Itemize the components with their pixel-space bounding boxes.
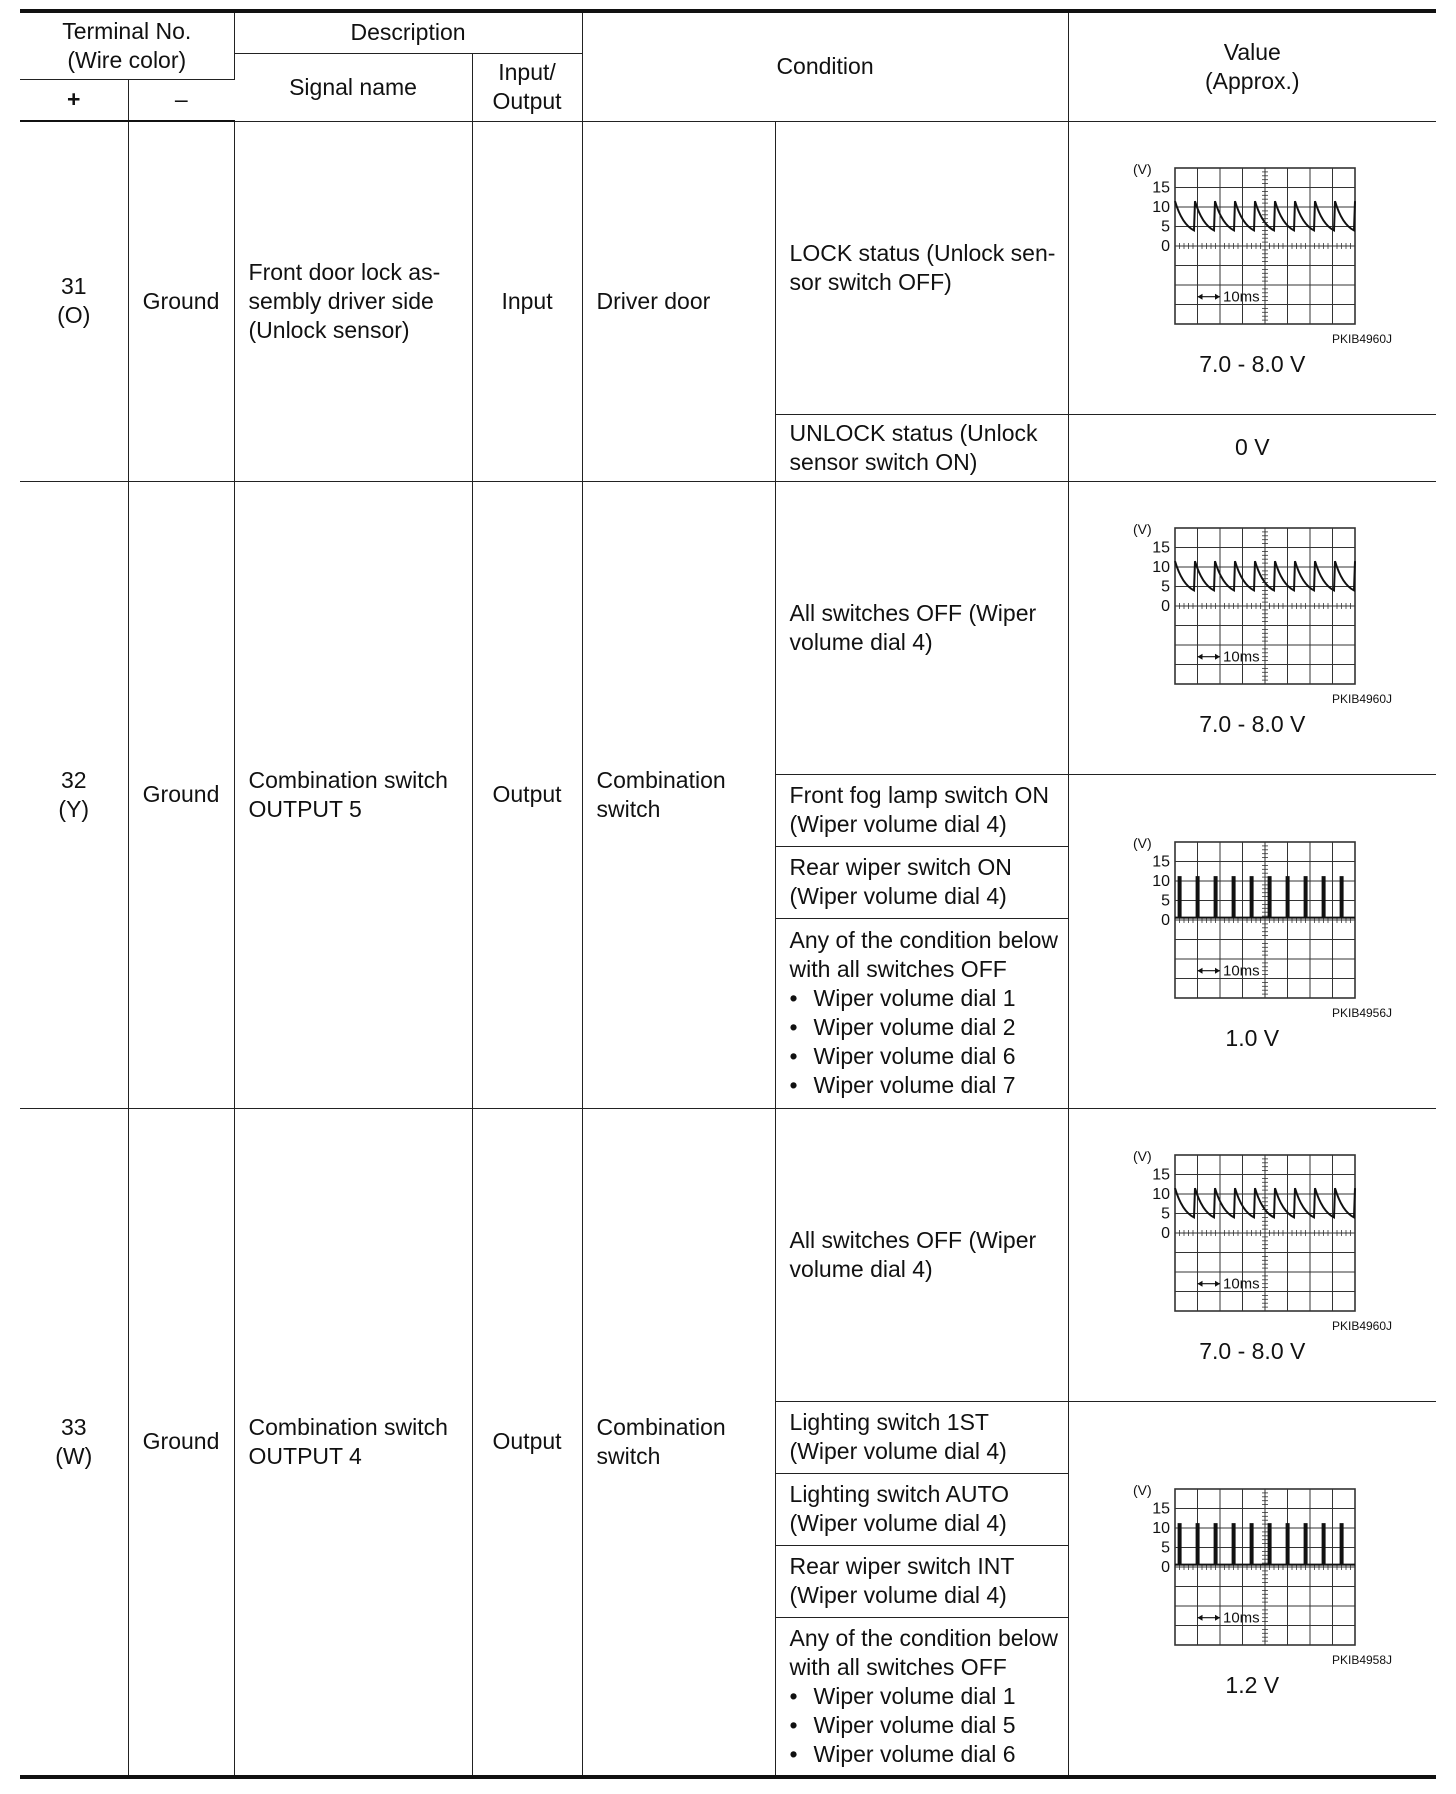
- condition-text: Any of the condition below with all switches OFF: [789, 927, 1059, 982]
- axis-unit-label: (V): [1133, 1481, 1152, 1498]
- condition-group: Combination switch: [582, 481, 775, 1108]
- axis-tick-label: 15: [1152, 853, 1171, 870]
- time-scale-label: 10ms: [1223, 648, 1260, 666]
- axis-tick-label: 10: [1152, 1519, 1171, 1537]
- header-value: Value (Approx.): [1068, 11, 1436, 121]
- header-condition: Condition: [582, 11, 1068, 121]
- time-scale-label: 10ms: [1223, 1609, 1260, 1627]
- value-text: 0 V: [1068, 414, 1436, 481]
- condition-list: [790, 1682, 1062, 1769]
- terminal-number: 33 (W): [20, 1108, 128, 1777]
- waveform-chart: [1073, 516, 1433, 694]
- scope-grid: [1175, 1489, 1355, 1645]
- table-row: [20, 481, 1436, 774]
- condition: Lighting switch 1ST (Wiper volume dial 4): [775, 1401, 1068, 1473]
- condition: LOCK status (Unlock sen-sor switch OFF): [775, 121, 1068, 414]
- value-text: 7.0 - 8.0 V: [1199, 711, 1306, 737]
- list-item: • Wiper volume dial 1: [790, 1682, 1062, 1711]
- header-signal-name: Signal name: [234, 53, 472, 121]
- figure-code: PKIB4960J: [1331, 692, 1393, 706]
- value-cell: [1068, 1108, 1436, 1401]
- condition: All switches OFF (Wiper volume dial 4): [775, 481, 1068, 774]
- input-output: Output: [472, 481, 582, 1108]
- value-cell: [1068, 481, 1436, 774]
- input-output: Input: [472, 121, 582, 481]
- condition: Rear wiper switch ON (Wiper volume dial 4): [775, 846, 1068, 918]
- axis-tick-label: 15: [1152, 1500, 1171, 1518]
- value-cell: [1068, 774, 1436, 1108]
- axis-tick-label: 5: [1161, 892, 1171, 909]
- header-description: Description: [234, 11, 582, 53]
- waveform-svg: [1127, 1143, 1377, 1321]
- waveform-chart: [1073, 830, 1433, 1008]
- list-item: • Wiper volume dial 5: [790, 1711, 1062, 1740]
- terminal-minus: Ground: [128, 121, 234, 481]
- terminal-number: 32 (Y): [20, 481, 128, 1108]
- scope-grid: [1175, 528, 1355, 684]
- value-text: 7.0 - 8.0 V: [1199, 351, 1306, 377]
- axis-tick-label: 0: [1161, 1225, 1171, 1242]
- condition: [775, 1617, 1068, 1777]
- header-terminal: Terminal No. (Wire color): [20, 11, 234, 79]
- condition: Front fog lamp switch ON (Wiper volume dial 4): [775, 774, 1068, 846]
- condition: All switches OFF (Wiper volume dial 4): [775, 1108, 1068, 1401]
- signal-name: Combination switch OUTPUT 5: [234, 481, 472, 1108]
- condition: Lighting switch AUTO (Wiper volume dial 4): [775, 1473, 1068, 1545]
- axis-tick-label: 10: [1152, 199, 1171, 216]
- axis-tick-label: 15: [1152, 539, 1171, 557]
- figure-code: PKIB4958J: [1331, 1652, 1393, 1667]
- figure-code: PKIB4960J: [1331, 1319, 1393, 1333]
- axis-unit-label: (V): [1133, 834, 1152, 851]
- list-item: • Wiper volume dial 1: [790, 984, 1062, 1013]
- condition-group: Combination switch: [582, 1108, 775, 1777]
- axis-unit-label: (V): [1133, 1148, 1152, 1164]
- condition: [775, 918, 1068, 1108]
- signal-name: Combination switch OUTPUT 4: [234, 1108, 472, 1777]
- axis-unit-label: (V): [1133, 161, 1152, 177]
- axis-tick-label: 15: [1152, 179, 1171, 197]
- value-cell: [1068, 1401, 1436, 1777]
- value-text: 7.0 - 8.0 V: [1199, 1338, 1306, 1364]
- waveform-chart: [1073, 156, 1433, 334]
- condition: Rear wiper switch INT (Wiper volume dial 4): [775, 1545, 1068, 1617]
- header-minus: –: [128, 79, 234, 121]
- terminal-number: 31 (O): [20, 121, 128, 481]
- condition-list: [790, 984, 1062, 1100]
- axis-tick-label: 15: [1152, 1166, 1171, 1184]
- list-item: • Wiper volume dial 6: [790, 1042, 1062, 1071]
- axis-tick-label: 0: [1161, 238, 1171, 255]
- waveform-svg: [1127, 1477, 1377, 1655]
- table-row: [20, 1108, 1436, 1401]
- terminal-minus: Ground: [128, 481, 234, 1108]
- waveform-chart: [1073, 1477, 1433, 1655]
- axis-tick-label: 0: [1161, 1558, 1171, 1576]
- waveform-svg: [1127, 830, 1377, 1008]
- value-cell: [1068, 121, 1436, 414]
- list-item: • Wiper volume dial 6: [790, 1740, 1062, 1769]
- axis-tick-label: 5: [1161, 1205, 1171, 1223]
- axis-tick-label: 5: [1161, 578, 1171, 596]
- scope-grid: [1175, 1155, 1355, 1311]
- axis-tick-label: 10: [1152, 1186, 1171, 1203]
- axis-tick-label: 5: [1161, 1539, 1171, 1557]
- scope-grid: [1175, 842, 1355, 998]
- axis-unit-label: (V): [1133, 521, 1152, 537]
- axis-tick-label: 10: [1152, 872, 1171, 890]
- waveform-chart: [1073, 1143, 1433, 1321]
- value-text: 1.2 V: [1225, 1671, 1280, 1698]
- terminal-minus: Ground: [128, 1108, 234, 1777]
- time-scale-label: 10ms: [1223, 288, 1260, 306]
- list-item: • Wiper volume dial 7: [790, 1071, 1062, 1100]
- header-plus: +: [20, 79, 128, 121]
- condition: UNLOCK status (Unlock sensor switch ON): [775, 414, 1068, 481]
- list-item: • Wiper volume dial 2: [790, 1013, 1062, 1042]
- header-input-output: Input/ Output: [472, 53, 582, 121]
- scope-grid: [1175, 168, 1355, 324]
- figure-code: PKIB4956J: [1331, 1005, 1393, 1020]
- figure-code: PKIB4960J: [1331, 332, 1393, 346]
- value-text: 1.0 V: [1225, 1024, 1280, 1051]
- axis-tick-label: 0: [1161, 911, 1171, 929]
- table-row: [20, 121, 1436, 414]
- axis-tick-label: 5: [1161, 218, 1171, 236]
- axis-tick-label: 10: [1152, 559, 1171, 576]
- signal-name: Front door lock as-sembly driver side (Unlock sensor): [234, 121, 472, 481]
- condition-group: Driver door: [582, 121, 775, 481]
- condition-text: Any of the condition below with all switches OFF: [789, 1624, 1059, 1680]
- waveform-svg: [1127, 156, 1377, 334]
- axis-tick-label: 0: [1161, 598, 1171, 615]
- time-scale-label: 10ms: [1223, 1275, 1260, 1293]
- waveform-svg: [1127, 516, 1377, 694]
- time-scale-label: 10ms: [1223, 962, 1260, 980]
- input-output: Output: [472, 1108, 582, 1777]
- terminal-spec-table: [20, 9, 1436, 1779]
